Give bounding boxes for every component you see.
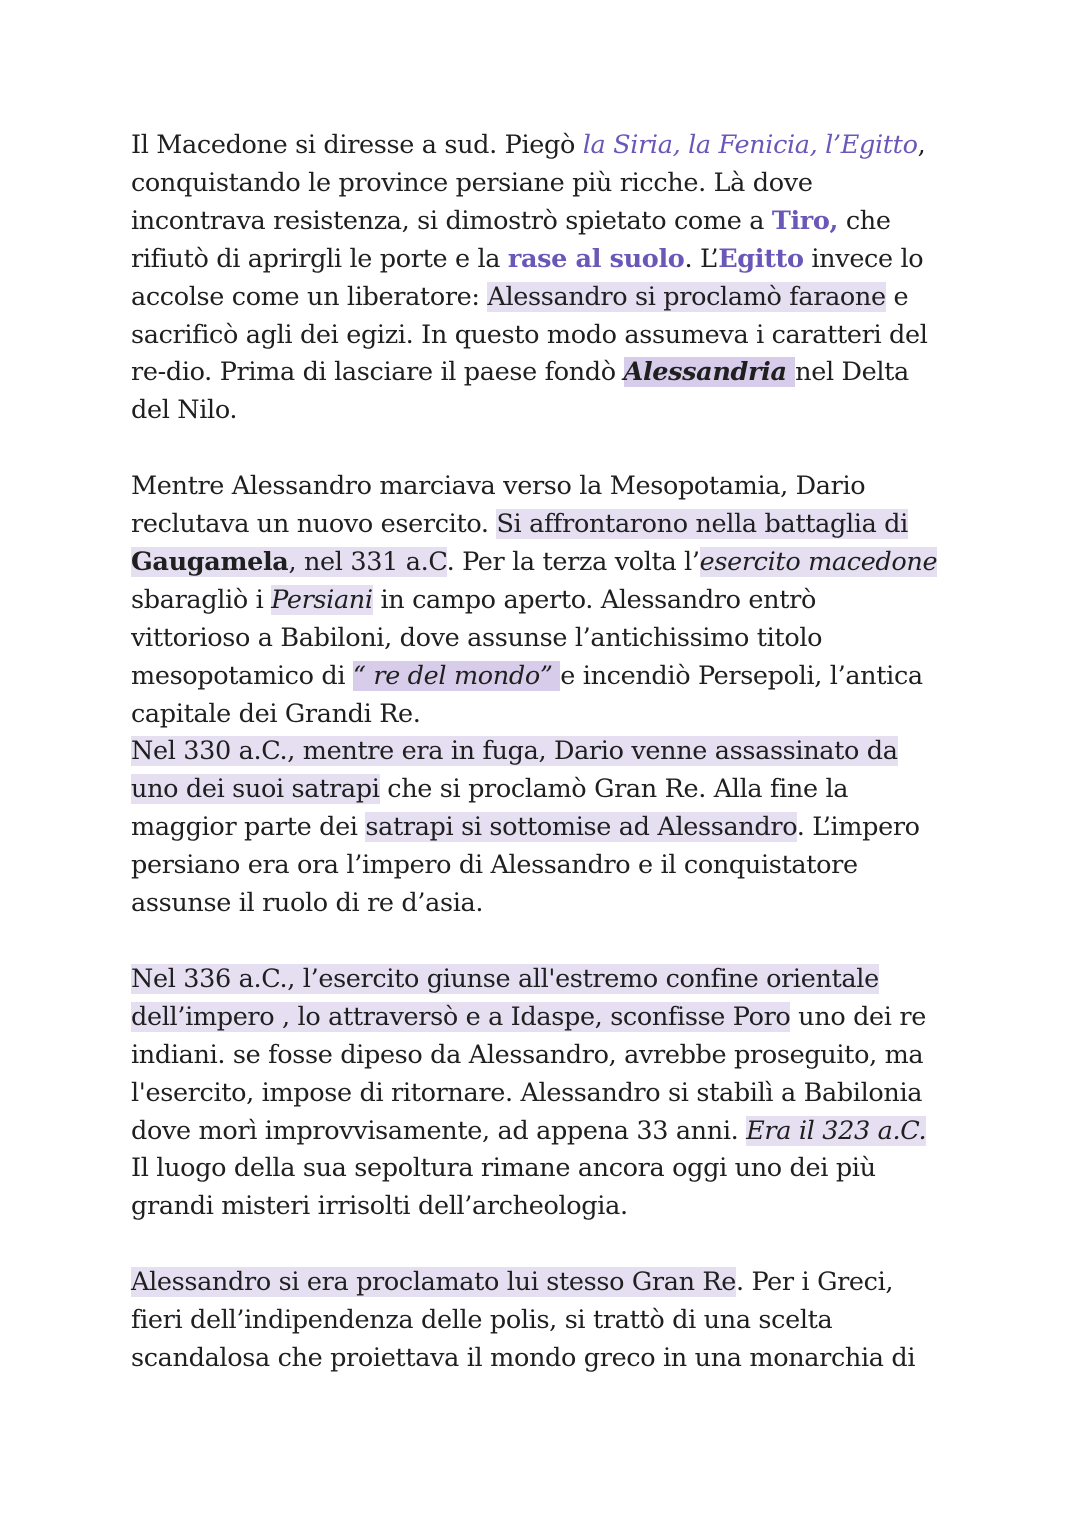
highlight-confine-orientale: Nel 336 a.C., l’esercito giunse all'estremo confine orientale (131, 963, 879, 994)
paragraph-gap (131, 1226, 961, 1264)
text-run: nel Delta (795, 357, 909, 388)
text-line: del Nilo. (131, 395, 238, 426)
paragraph-india (131, 961, 961, 1226)
text-line: capitale dei Grandi Re. (131, 698, 421, 729)
text-run: che (838, 205, 891, 236)
document-body (131, 127, 961, 1378)
text-line (131, 999, 961, 1037)
paragraph-gran-re (131, 1264, 961, 1378)
highlight-alessandria: Alessandria (623, 357, 796, 388)
text-line: Il luogo della sua sepoltura rimane ancora oggi uno dei più (131, 1153, 876, 1184)
highlight-faraone: Alessandro si proclamò faraone (487, 281, 886, 312)
text-run: in campo aperto. Alessandro entrò (372, 584, 816, 615)
text-line: grandi misteri irrisolti dell’archeologia. (131, 1191, 628, 1222)
highlight-idaspe: dell’impero , lo attraversò e a Idaspe, sconfisse Poro (131, 1001, 791, 1032)
highlight-date-323: Era il 323 a.C. (746, 1115, 927, 1146)
text-run: mesopotamico di (131, 660, 353, 691)
text-run: . Per la terza volta l’ (446, 546, 700, 577)
text-line (131, 961, 961, 999)
keyword-rase-al-suolo: rase al suolo (507, 243, 685, 274)
text-line (131, 241, 961, 279)
paragraph-gap (131, 923, 961, 961)
text-line: Mentre Alessandro marciava verso la Mesopotamia, Dario (131, 471, 866, 502)
highlight-date-331: , nel 331 a.C (288, 546, 447, 577)
text-line: scandalosa che proiettava il mondo greco in una monarchia di (131, 1342, 916, 1373)
text-line (131, 658, 961, 696)
text-run: Il Macedone si diresse a sud. Piegò (131, 130, 583, 160)
text-line (131, 127, 961, 165)
text-run: sbaragliò i (131, 584, 272, 615)
text-line: indiani. se fosse dipeso da Alessandro, avrebbe proseguito, ma (131, 1039, 924, 1070)
paragraph-egypt (131, 127, 961, 430)
text-run: che si proclamò Gran Re. Alla fine la (379, 774, 849, 805)
highlight-satrapi: uno dei suoi satrapi (131, 774, 380, 805)
text-line: assunse il ruolo di re d’asia. (131, 888, 484, 919)
highlight-persiani: Persiani (271, 584, 373, 615)
text-run: dove morì improvvisamente, ad appena 33 anni. (131, 1115, 747, 1146)
keyword-egitto: Egitto (718, 243, 804, 274)
paragraph-gap (131, 430, 961, 468)
text-run: maggior parte dei (131, 812, 366, 843)
text-line: l'esercito, impose di ritornare. Alessandro si stabilì a Babilonia (131, 1077, 923, 1108)
text-line (131, 582, 961, 620)
text-line: fieri dell’indipendenza delle polis, si trattò di una scelta (131, 1305, 833, 1336)
paragraph-gaugamela (131, 468, 961, 923)
highlight-sottomissione: satrapi si sottomise ad Alessandro (365, 812, 797, 843)
text-line (131, 733, 961, 771)
keyword-tiro: Tiro, (771, 205, 839, 236)
text-line (131, 203, 961, 241)
text-run: e (885, 281, 909, 312)
text-line (131, 354, 961, 392)
text-line: persiano era ora l’impero di Alessandro e il conquistatore (131, 850, 858, 881)
text-run: reclutava un nuovo esercito. (131, 509, 497, 540)
highlight-esercito-macedone: esercito macedone (699, 546, 938, 577)
text-run: invece lo (803, 243, 924, 274)
text-line (131, 771, 961, 809)
text-line (131, 279, 961, 317)
text-run: e incendiò Persepoli, l’antica (560, 660, 923, 691)
highlight-dario-assassinato: Nel 330 a.C., mentre era in fuga, Dario venne assassinato da (131, 736, 898, 767)
text-line: conquistando le province persiane più ricche. Là dove (131, 167, 813, 198)
text-line: sacrificò agli dei egizi. In questo modo assumeva i caratteri del (131, 319, 928, 350)
text-line: vittorioso a Babiloni, dove assunse l’antichissimo titolo (131, 622, 823, 653)
highlight-battaglia: Si affrontarono nella battaglia di (496, 509, 908, 540)
text-run: . Per i Greci, (736, 1267, 894, 1298)
text-run: re-dio. Prima di lasciare il paese fondò (131, 357, 624, 388)
text-run: rifiutò di aprirgli le porte e la (131, 243, 508, 274)
text-run: . L’ (684, 243, 719, 274)
text-line (131, 1264, 961, 1302)
text-run: uno dei re (790, 1001, 926, 1032)
highlight-gaugamela: Gaugamela (131, 546, 289, 577)
highlight-italic-places: la Siria, la Fenicia, l’Egitto (582, 130, 918, 160)
text-line (131, 506, 961, 544)
text-line (131, 1113, 961, 1151)
text-run: , (917, 130, 926, 160)
text-line (131, 544, 961, 582)
text-run: accolse come un liberatore: (131, 281, 488, 312)
text-run: . L’impero (796, 812, 920, 843)
highlight-gran-re: Alessandro si era proclamato lui stesso Gran Re (131, 1267, 736, 1298)
text-line (131, 809, 961, 847)
highlight-re-del-mondo: “ re del mondo” (352, 660, 561, 691)
text-run: incontrava resistenza, si dimostrò spietato come a (131, 205, 772, 236)
